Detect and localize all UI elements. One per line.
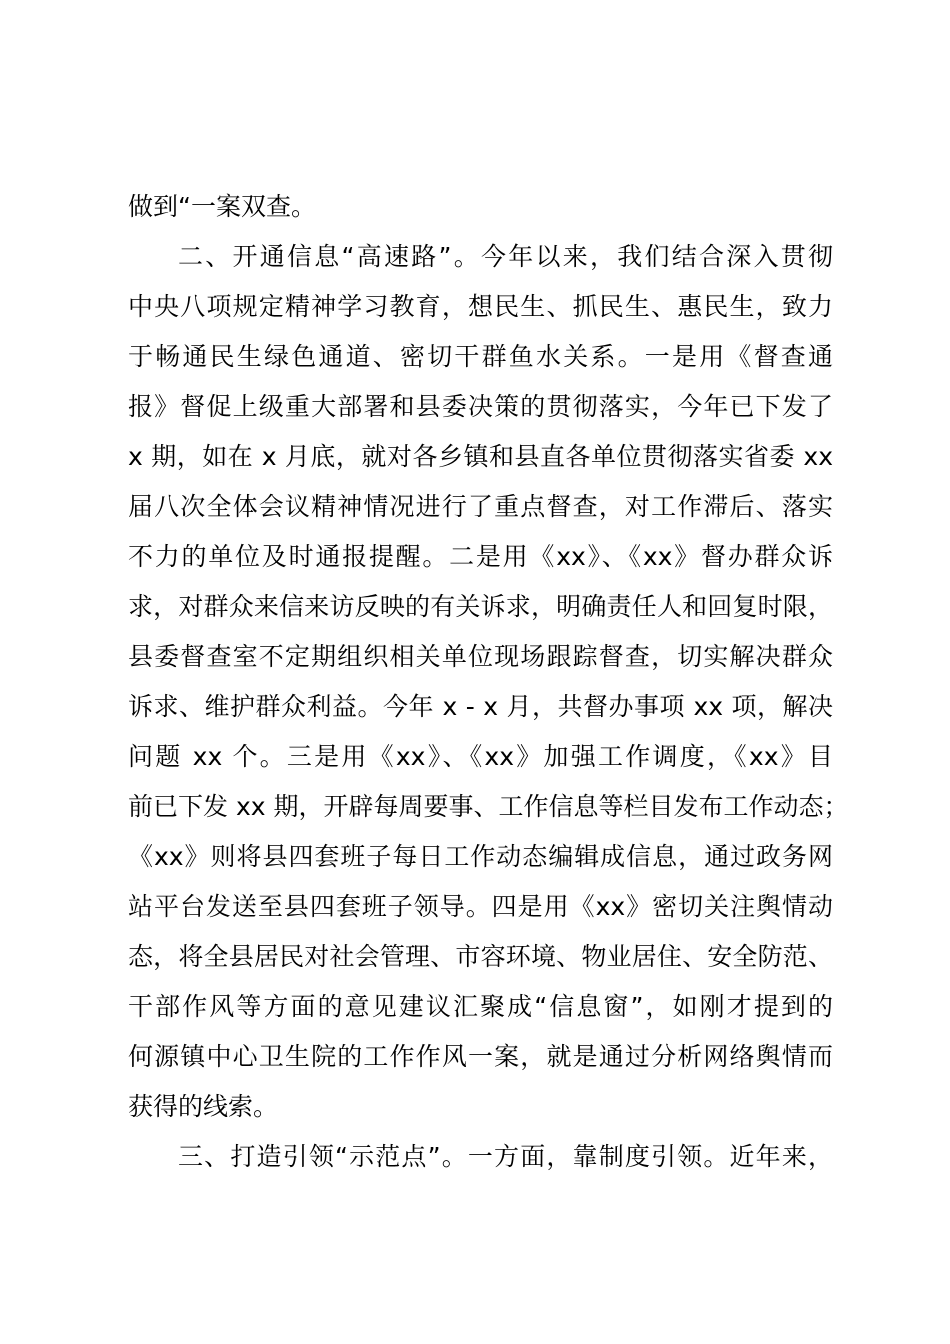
paragraph-heading-line: 二、开通信息“高速路”。今年以来，我们结合深入贯彻 bbox=[178, 242, 833, 271]
text-line: 《xx》则将县四套班子每日工作动态编辑成信息，通过政务网 bbox=[128, 842, 833, 871]
text-line: 做到“一案双查。 bbox=[128, 192, 316, 221]
text-line: 求，对群众来信来访反映的有关诉求，明确责任人和回复时限， bbox=[128, 592, 833, 621]
text-line: 何源镇中心卫生院的工作作风一案，就是通过分析网络舆情而 bbox=[128, 1042, 833, 1071]
text-line: 前已下发 xx 期，开辟每周要事、工作信息等栏目发布工作动态； bbox=[128, 792, 849, 821]
text-line: 中央八项规定精神学习教育，想民生、抓民生、惠民生，致力 bbox=[128, 292, 833, 321]
text-line: 届八次全体会议精神情况进行了重点督查，对工作滞后、落实 bbox=[128, 492, 833, 521]
text-line: 于畅通民生绿色通道、密切干群鱼水关系。一是用《督查通 bbox=[128, 342, 833, 371]
body-text bbox=[128, 182, 849, 1182]
text-line: 不力的单位及时通报提醒。二是用《xx》、《xx》督办群众诉 bbox=[128, 542, 833, 571]
text-line: 态，将全县居民对社会管理、市容环境、物业居住、安全防范、 bbox=[128, 942, 833, 971]
paragraph-heading-line: 三、打造引领“示范点”。一方面，靠制度引领。近年来， bbox=[178, 1142, 833, 1171]
text-line: 获得的线索。 bbox=[128, 1092, 279, 1121]
text-line: 报》督促上级重大部署和县委决策的贯彻落实，今年已下发了 bbox=[128, 392, 833, 421]
text-line: 问题 xx 个。三是用《xx》、《xx》加强工作调度，《xx》目 bbox=[128, 742, 833, 771]
text-line: 站平台发送至县四套班子领导。四是用《xx》密切关注舆情动 bbox=[128, 892, 833, 921]
text-line: 干部作风等方面的意见建议汇聚成“信息窗”，如刚才提到的 bbox=[128, 992, 833, 1021]
text-line: 县委督查室不定期组织相关单位现场跟踪督查，切实解决群众 bbox=[128, 642, 833, 671]
text-line: x 期，如在 x 月底，就对各乡镇和县直各单位贯彻落实省委 xx bbox=[128, 442, 833, 471]
text-line: 诉求、维护群众利益。今年 x - x 月，共督办事项 xx 项，解决 bbox=[128, 692, 833, 721]
